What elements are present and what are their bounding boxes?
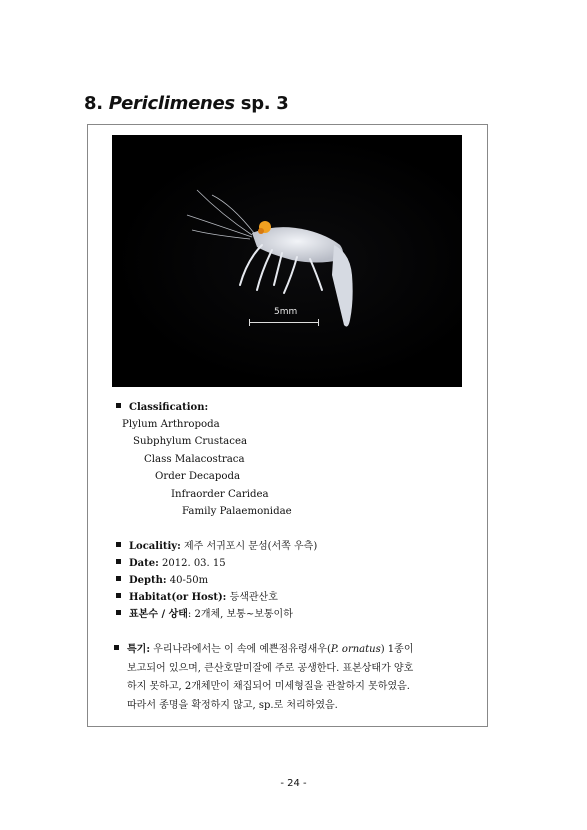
bullet-square-icon bbox=[116, 610, 121, 615]
page-number: - 24 - bbox=[280, 778, 307, 789]
title-number: 8. bbox=[84, 93, 103, 114]
taxon-subphylum: Subphylum Crustacea bbox=[133, 436, 248, 447]
shrimp-illustration bbox=[112, 135, 462, 387]
scale-bar bbox=[249, 322, 319, 323]
bullet-square-icon bbox=[116, 542, 121, 547]
detail-locality: Localitiy: 제주 서귀포시 문섬(서쪽 우측) bbox=[116, 540, 317, 554]
bullet-square-icon bbox=[114, 645, 119, 650]
bullet-square-icon bbox=[116, 403, 121, 408]
remarks-line: 하지 못하고, 2개체만이 채집되어 미세형질을 관찰하지 못하였음. bbox=[127, 681, 410, 692]
classification-heading: Classification: bbox=[116, 401, 208, 415]
detail-specimens: 표본수 / 상태: 2개체, 보통~보통이하 bbox=[116, 608, 293, 622]
remarks-line: 보고되어 있으며, 큰산호말미잘에 주로 공생한다. 표본상태가 양호 bbox=[127, 662, 414, 674]
title-rest: sp. 3 bbox=[240, 93, 289, 114]
bullet-square-icon bbox=[116, 576, 121, 581]
taxon-class: Class Malacostraca bbox=[144, 454, 245, 465]
detail-date: Date: 2012. 03. 15 bbox=[116, 557, 226, 571]
bullet-square-icon bbox=[116, 593, 121, 598]
detail-habitat: Habitat(or Host): 등색관산호 bbox=[116, 591, 278, 605]
remarks-line: 따라서 종명을 확정하지 않고, sp.로 처리하였음. bbox=[127, 699, 338, 711]
taxon-order: Order Decapoda bbox=[155, 471, 241, 482]
detail-depth: Depth: 40-50m bbox=[116, 574, 208, 588]
specimen-photo bbox=[112, 135, 462, 387]
scale-label: 5mm bbox=[274, 307, 298, 317]
page-title bbox=[84, 93, 289, 114]
remarks-line: 특기: 우리나라에서는 이 속에 예쁜점유령새우(P. ornatus) 1종이 bbox=[114, 641, 466, 660]
bullet-square-icon bbox=[116, 559, 121, 564]
taxon-family: Family Palaemonidae bbox=[182, 506, 292, 517]
taxon-infraorder: Infraorder Caridea bbox=[171, 489, 269, 500]
remarks-paragraph bbox=[114, 641, 466, 715]
title-genus: Periclimenes bbox=[108, 93, 235, 114]
taxon-phylum: Plylum Arthropoda bbox=[122, 419, 220, 430]
